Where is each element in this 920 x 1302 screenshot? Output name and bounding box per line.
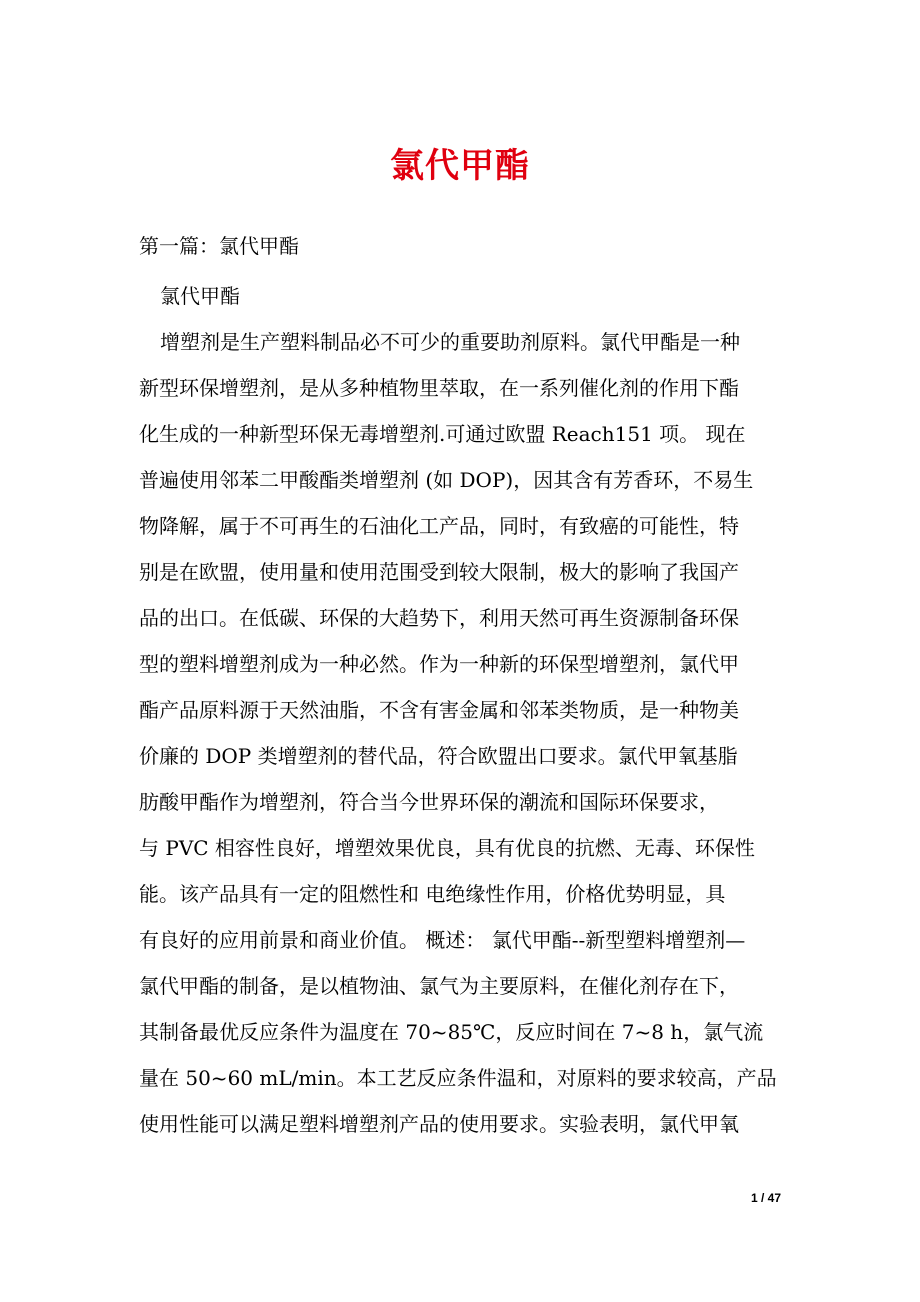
body-line: 氯代甲酯的制备，是以植物油、氯气为主要原料，在催化剂存在下， — [139, 974, 739, 998]
body-line: 酯产品原料源于天然油脂，不含有害金属和邻苯类物质，是一种物美 — [139, 698, 739, 722]
body-text — [139, 324, 799, 1152]
body-line: 价廉的 DOP 类增塑剂的替代品，符合欧盟出口要求。氯代甲氧基脂 — [139, 744, 738, 768]
body-line: 别是在欧盟，使用量和使用范围受到较大限制，极大的影响了我国产 — [139, 560, 739, 584]
body-line: 能。该产品具有一定的阻燃性和 电绝缘性作用，价格优势明显，具 — [139, 882, 726, 906]
body-line: 品的出口。在低碳、环保的大趋势下，利用天然可再生资源制备环保 — [139, 606, 739, 630]
body-line: 化生成的一种新型环保无毒增塑剂.可通过欧盟 Reach151 项。 现在 — [139, 422, 746, 446]
page-number: 1 / 47 — [750, 1191, 781, 1205]
body-line: 使用性能可以满足塑料增塑剂产品的使用要求。实验表明，氯代甲氧 — [139, 1112, 739, 1136]
sub-heading: 氯代甲酯 — [160, 284, 240, 308]
section-heading: 第一篇：氯代甲酯 — [139, 234, 299, 258]
body-line: 增塑剂是生产塑料制品必不可少的重要助剂原料。氯代甲酯是一种 — [160, 330, 740, 354]
body-line: 量在 50~60 mL/min。本工艺反应条件温和，对原料的要求较高，产品 — [139, 1066, 777, 1090]
body-line: 与 PVC 相容性良好，增塑效果优良，具有优良的抗燃、无毒、环保性 — [139, 836, 755, 860]
body-line: 普遍使用邻苯二甲酸酯类增塑剂 (如 DOP)，因其含有芳香环，不易生 — [139, 468, 754, 492]
body-line: 物降解，属于不可再生的石油化工产品，同时，有致癌的可能性，特 — [139, 514, 739, 538]
document-title: 氯代甲酯 — [390, 146, 530, 186]
body-line: 肪酸甲酯作为增塑剂，符合当今世界环保的潮流和国际环保要求， — [139, 790, 719, 814]
body-line: 有良好的应用前景和商业价值。 概述： 氯代甲酯--新型塑料增塑剂— — [139, 928, 746, 952]
body-line: 其制备最优反应条件为温度在 70~85℃，反应时间在 7~8 h，氯气流 — [139, 1020, 764, 1044]
body-line: 型的塑料增塑剂成为一种必然。作为一种新的环保型增塑剂，氯代甲 — [139, 652, 739, 676]
body-line: 新型环保增塑剂，是从多种植物里萃取，在一系列催化剂的作用下酯 — [139, 376, 739, 400]
